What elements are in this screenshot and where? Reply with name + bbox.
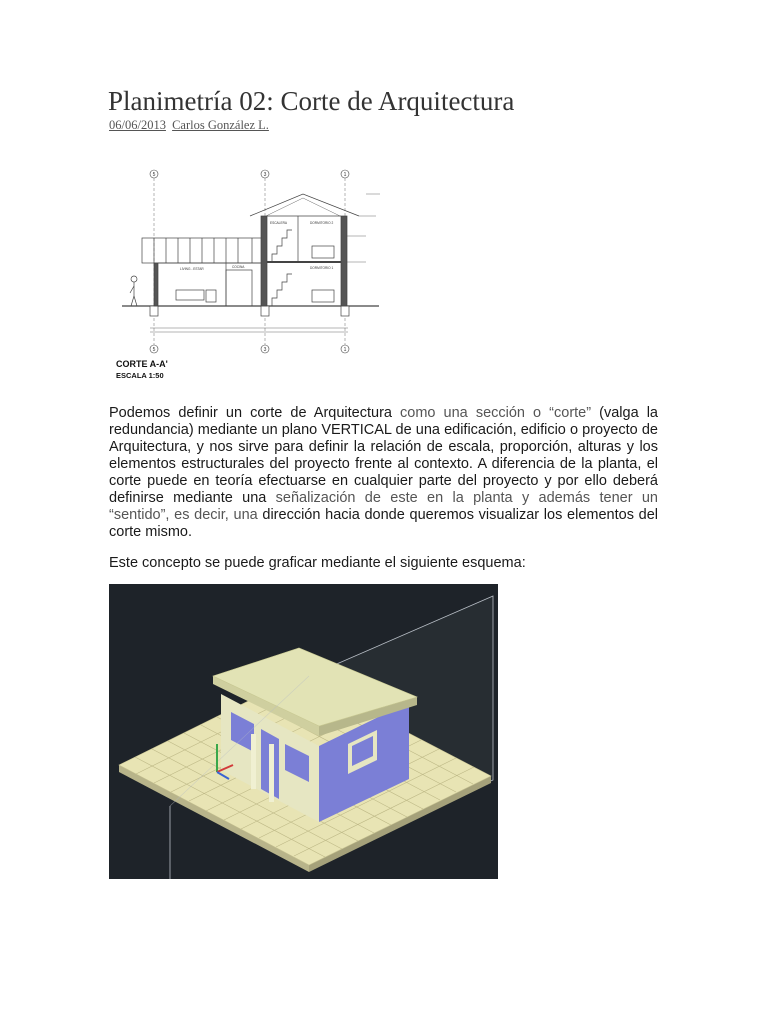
axis-label: 3: [263, 347, 267, 353]
para-text: (valga la redundancia) mediante un plano VERTICAL de una edificación, edificio o proyecto de Arquitectura, y nos sirve para definir la relación de escala, proporción, alturas y los elementos estructurales del proyecto frente al contexto. A diferencia de la planta, el corte puede en teoría efectuarse en cualquier parte del proyecto y por ello deberá definirse mediante una: [109, 405, 658, 506]
para-text-light: señalización de este en la planta y además tener un “sentido”, es decir, una: [109, 490, 658, 523]
room-label: DORMITORIO 1: [310, 266, 334, 270]
section-drawing: [114, 166, 394, 356]
para-text: dirección hacia donde queremos visualizar los elementos del corte mismo.: [109, 507, 658, 540]
caption-scale: ESCALA 1:50: [116, 371, 164, 380]
body-paragraph: [109, 405, 658, 541]
room-label: ESCALERA: [270, 221, 288, 225]
scheme-intro: Este concepto se puede graficar mediante el siguiente esquema:: [109, 555, 526, 571]
axis-label: 5: [152, 347, 156, 353]
para-text-light: como una sección o “corte”: [400, 405, 592, 421]
author-link[interactable]: Carlos González L.: [172, 118, 269, 132]
page-title: Planimetría 02: Corte de Arquitectura: [108, 86, 515, 116]
caption-title: CORTE A-A': [116, 359, 168, 369]
room-label: COCINA: [232, 265, 245, 269]
axis-label: 5: [152, 172, 156, 178]
room-label: LIVING - ESTAR: [180, 267, 204, 271]
room-label: DORMITORIO 2: [310, 221, 334, 225]
porch-post: [269, 744, 274, 802]
byline: [109, 118, 269, 133]
axis-label: 1: [343, 172, 347, 178]
porch-post: [251, 734, 256, 789]
section-plane-render: [109, 584, 498, 879]
axis-label: 1: [343, 347, 347, 353]
drawing-caption: [116, 359, 168, 381]
para-text: Podemos definir un corte de Arquitectura: [109, 405, 401, 421]
axis-label: 3: [263, 172, 267, 178]
post-date-link[interactable]: 06/06/2013: [109, 118, 166, 132]
